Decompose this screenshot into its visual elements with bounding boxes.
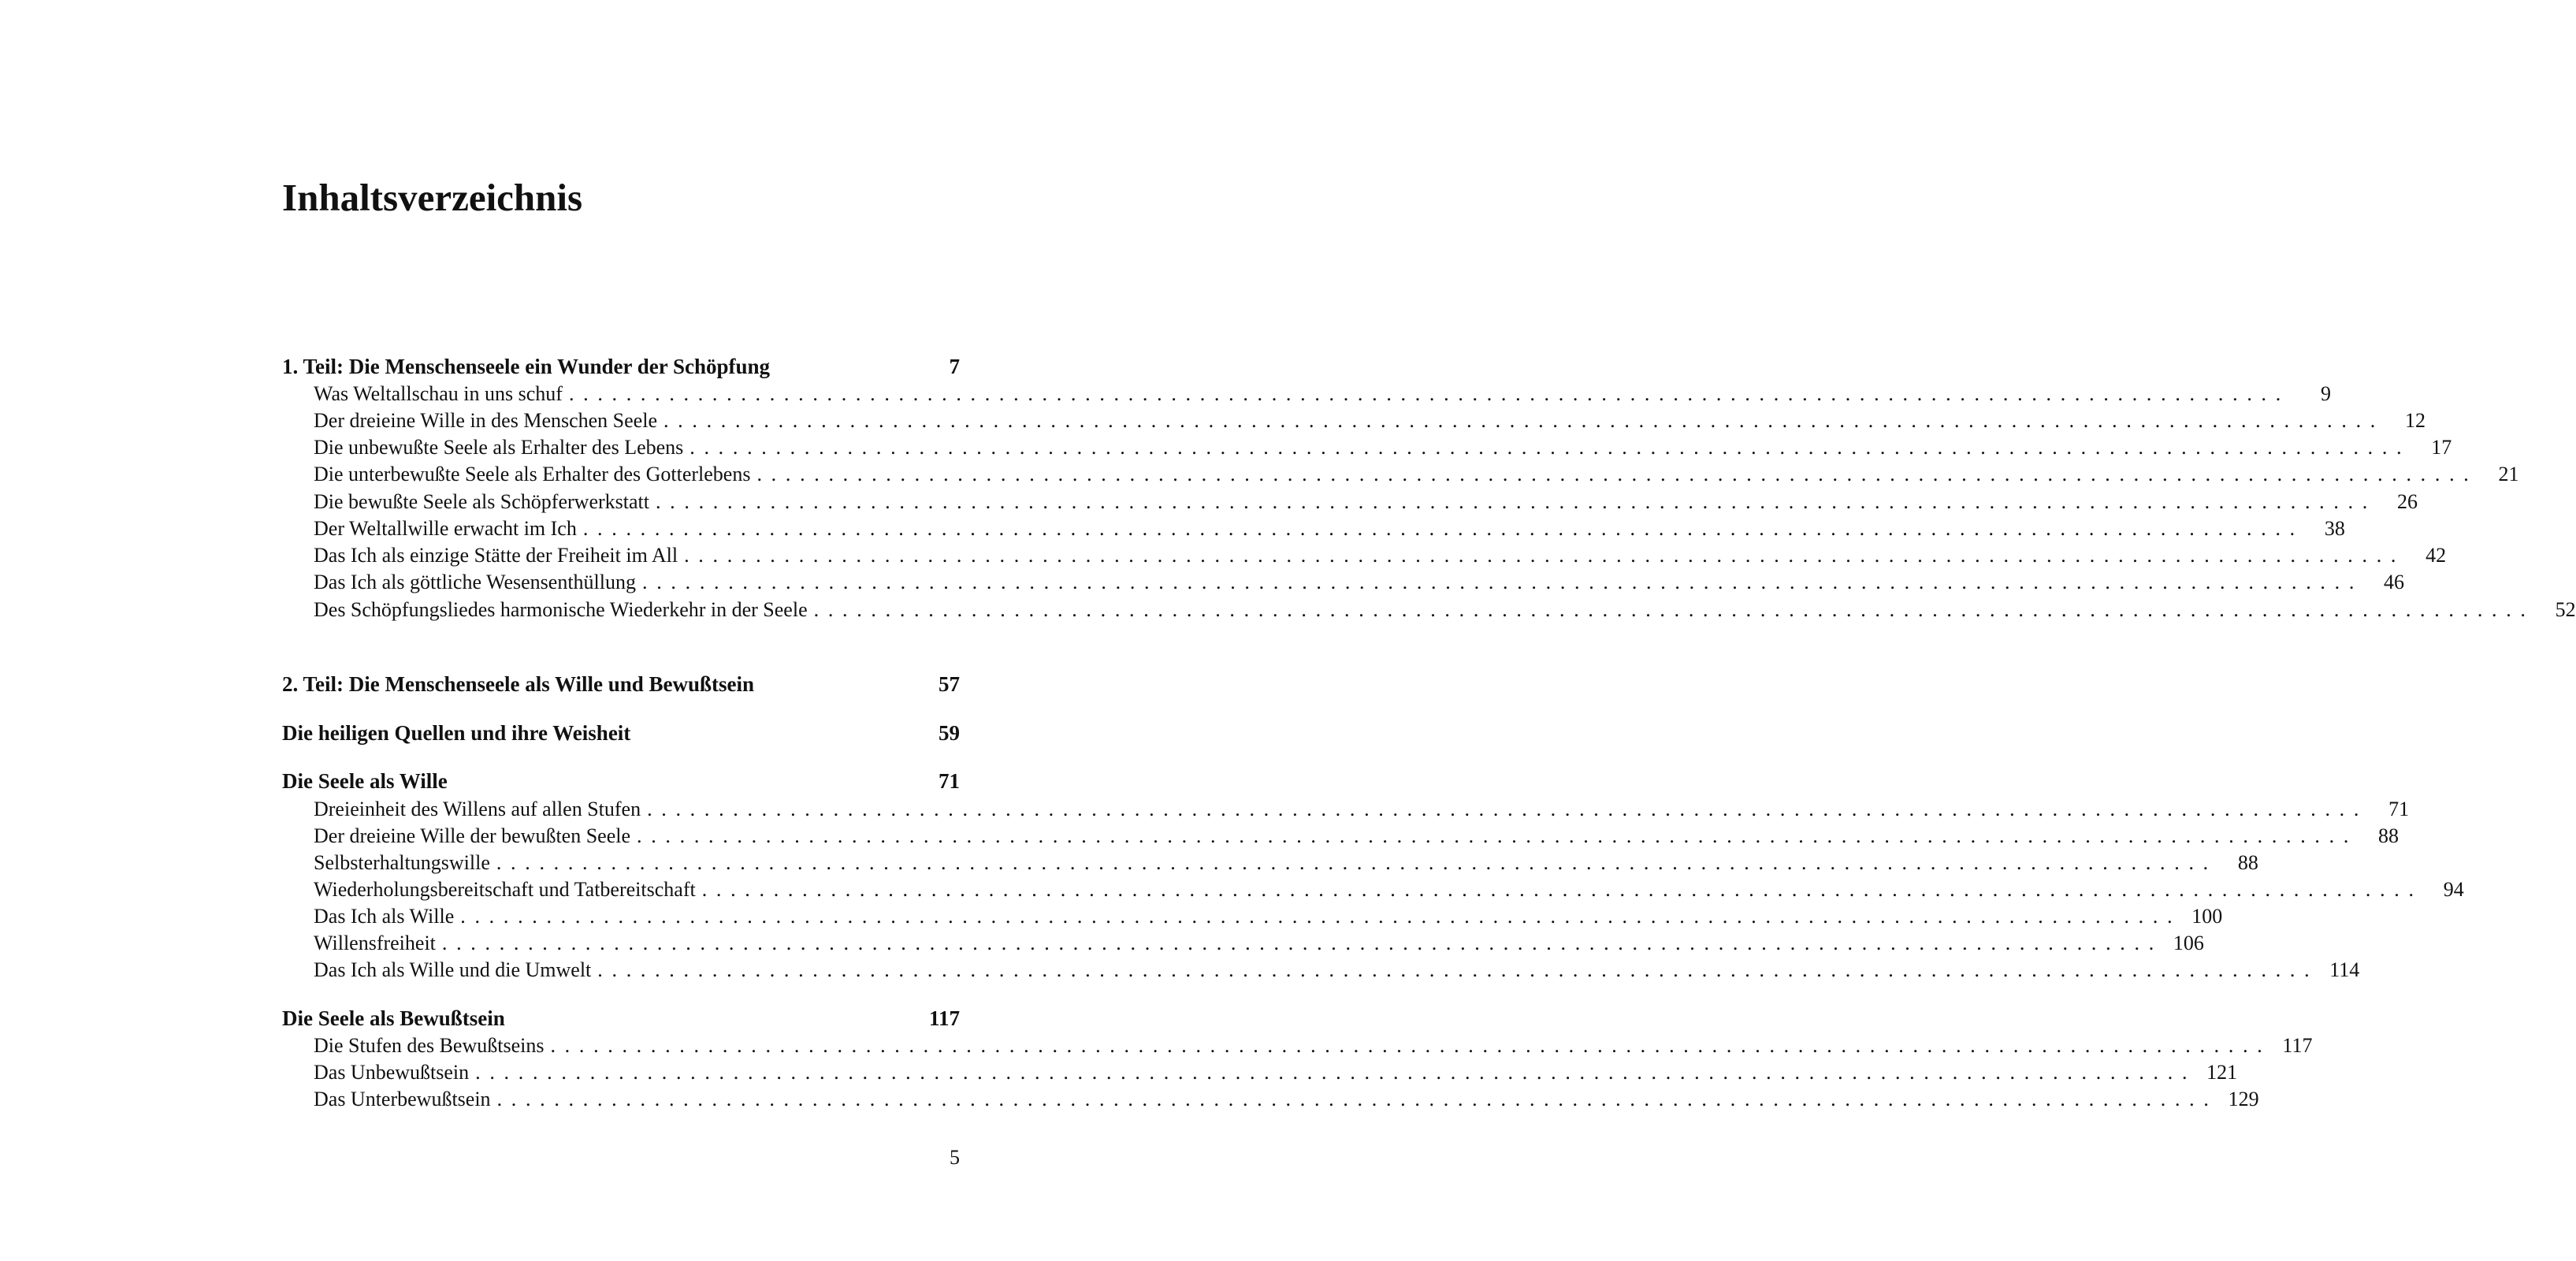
toc-entry-title: Die unterbewußte Seele als Erhalter des Gotterlebens: [314, 463, 751, 485]
dot-leader: ........................................................................................................................: [550, 1034, 2272, 1057]
toc-page-number: 17: [2431, 436, 2452, 459]
toc-page-number: 21: [2498, 463, 2519, 485]
toc-page-number: 9: [2320, 382, 2331, 405]
toc-entry: [314, 796, 2410, 823]
toc-entry: [314, 434, 2452, 461]
toc-entry-title: Das Ich als Wille und die Umwelt: [314, 958, 592, 981]
toc-entry: [314, 597, 2576, 623]
toc-page-number: 88: [2237, 851, 2258, 874]
toc-section-heading: [282, 1005, 960, 1032]
toc-page-number: 38: [2324, 517, 2345, 540]
toc-entry: [314, 850, 2258, 876]
toc-entry-title: Die unbewußte Seele als Erhalter des Lebens: [314, 436, 684, 459]
dot-leader: ........................................................................................................................: [496, 851, 2217, 874]
toc-page-number: 88: [2378, 824, 2399, 847]
toc-page-number: 12: [2404, 409, 2425, 432]
toc-entry: [314, 515, 2345, 542]
toc-entry: [314, 903, 2223, 930]
dot-leader: ........................................................................................................................: [568, 382, 2290, 405]
dot-leader: ........................................................................................................................: [701, 878, 2423, 901]
toc-section-heading: [282, 671, 960, 697]
toc-page-number: 71: [2388, 798, 2410, 820]
toc-entry: [314, 461, 2519, 488]
dot-leader: ........................................................................................................................: [647, 798, 2369, 820]
dot-leader: ........................................................................................................................: [642, 571, 2364, 593]
dot-leader: ........................................................................................................................: [475, 1061, 2197, 1084]
toc-entry-title: Willensfreiheit: [314, 932, 436, 954]
toc-page-number: 42: [2425, 544, 2447, 567]
toc-entry-title: Selbsterhaltungswille: [314, 851, 490, 874]
toc-entry: [314, 1059, 2238, 1086]
toc-section-heading: [282, 768, 960, 794]
toc-entry-title: Das Ich als Wille: [314, 905, 455, 928]
toc-entry: [314, 569, 2405, 596]
toc-entry-title: Der Weltallwille erwacht im Ich: [314, 517, 577, 540]
toc-entry-title: Dreieinheit des Willens auf allen Stufen: [314, 798, 641, 820]
toc-entry: [314, 381, 2331, 407]
toc-page-number: 46: [2384, 571, 2405, 593]
toc-entry: [314, 1032, 2313, 1059]
toc-page-number: 26: [2396, 490, 2418, 513]
toc-page-number: 59: [939, 721, 960, 745]
toc-entry: [314, 489, 2418, 515]
toc-page-number: 94: [2443, 878, 2464, 901]
dot-leader: ........................................................................................................................: [637, 824, 2359, 847]
toc-entry: [314, 1086, 2259, 1113]
toc-entry-title: Die bewußte Seele als Schöpferwerkstatt: [314, 490, 649, 513]
toc-entry-title: Die Seele als Bewußtsein: [282, 1006, 505, 1030]
toc-entry-title: Was Weltallschau in uns schuf: [314, 382, 563, 405]
dot-leader: ........................................................................................................................: [813, 598, 2535, 621]
page-number: 5: [950, 1146, 960, 1169]
toc-entry: [314, 876, 2464, 903]
dot-leader: ........................................................................................................................: [655, 490, 2377, 513]
toc-entry-title: Der dreieine Wille der bewußten Seele: [314, 824, 631, 847]
toc-page-number: 114: [2329, 958, 2360, 981]
toc-entry-title: Das Unterbewußtsein: [314, 1088, 491, 1110]
dot-leader: ........................................................................................................................: [684, 544, 2406, 567]
toc-entry: [314, 957, 2360, 984]
dot-leader: ........................................................................................................................: [441, 932, 2163, 954]
toc-page-number: 117: [2282, 1034, 2313, 1057]
dot-leader: ........................................................................................................................: [756, 463, 2478, 485]
toc-entry-title: Des Schöpfungsliedes harmonische Wiederkehr in der Seele: [314, 598, 808, 621]
dot-leader: ........................................................................................................................: [496, 1088, 2218, 1110]
toc-page-number: 129: [2228, 1088, 2259, 1110]
dot-leader: ........................................................................................................................: [663, 409, 2385, 432]
toc-page-number: 117: [928, 1006, 960, 1030]
dot-leader: ........................................................................................................................: [690, 436, 2411, 459]
toc-entry-title: 2. Teil: Die Menschenseele als Wille und Bewußtsein: [282, 672, 755, 696]
toc-entry: [314, 407, 2425, 434]
toc-page-number: 106: [2173, 932, 2204, 954]
toc-entry-title: Die heiligen Quellen und ihre Weisheit: [282, 721, 631, 745]
toc-entry-title: Das Ich als einzige Stätte der Freiheit im All: [314, 544, 678, 567]
dot-leader: ........................................................................................................................: [597, 958, 2319, 981]
toc-section-heading: [282, 353, 960, 380]
dot-leader: ........................................................................................................................: [460, 905, 2182, 928]
toc-page-number: 121: [2206, 1061, 2238, 1084]
page-title: Inhaltsverzeichnis: [282, 176, 583, 219]
toc-entry: [314, 823, 2399, 850]
toc-entry-title: Die Stufen des Bewußtseins: [314, 1034, 545, 1057]
toc-entry-title: Der dreieine Wille in des Menschen Seele: [314, 409, 657, 432]
toc-page-number: 7: [949, 355, 960, 378]
toc-entry-title: Das Ich als göttliche Wesensenthüllung: [314, 571, 637, 593]
toc-entry-title: Die Seele als Wille: [282, 769, 448, 793]
toc-page-number: 57: [939, 672, 960, 696]
toc-entry-title: 1. Teil: Die Menschenseele ein Wunder der Schöpfung: [282, 355, 771, 378]
dot-leader: ........................................................................................................................: [582, 517, 2304, 540]
toc-entry: [314, 930, 2204, 957]
toc-page-number: 100: [2191, 905, 2223, 928]
toc-entry-title: Wiederholungsbereitschaft und Tatbereitschaft: [314, 878, 696, 901]
toc-section-heading: [282, 720, 960, 746]
toc-entry: [314, 542, 2447, 569]
toc-entry-title: Das Unbewußtsein: [314, 1061, 470, 1084]
toc-page-number: 52: [2555, 598, 2576, 621]
toc-page-number: 71: [939, 769, 960, 793]
